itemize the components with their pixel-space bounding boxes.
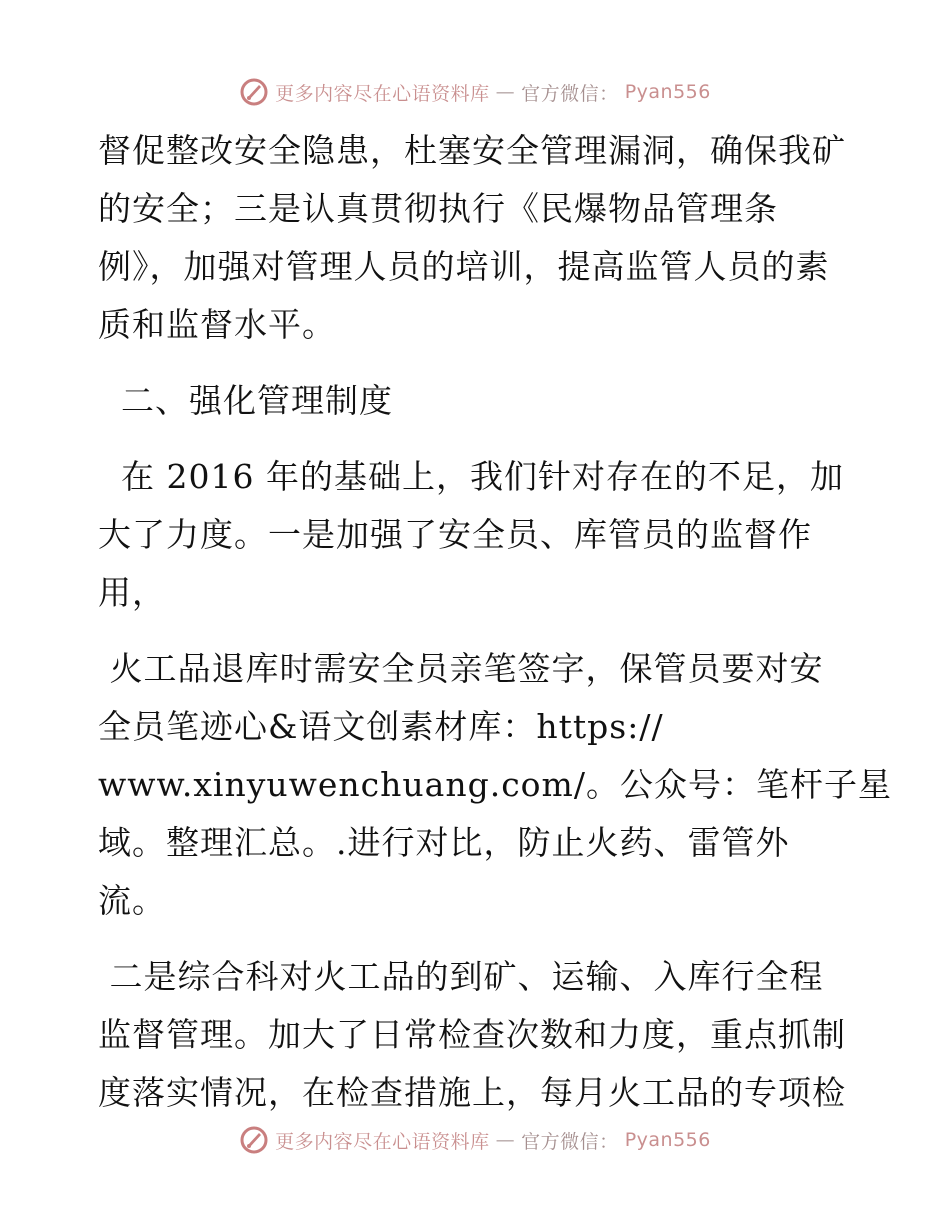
text-line: 域。整理汇总。.进行对比，防止火药、雷管外 — [98, 823, 790, 862]
text-line: 全员笔迹心&语文创素材库：https:// — [98, 707, 664, 746]
text-line: 监督管理。加大了日常检查次数和力度，重点抓制 — [98, 1015, 846, 1054]
watermark-label: 官方微信： — [521, 1130, 619, 1153]
watermark-main-text: 更多内容尽在心语资料库 — [275, 82, 490, 105]
paragraph — [98, 448, 858, 622]
watermark-separator: — — [495, 81, 516, 103]
footer-watermark — [0, 1120, 950, 1160]
watermark-label: 官方微信： — [521, 82, 619, 105]
text-line: 质和监督水平。 — [98, 305, 336, 344]
brush-seal-icon — [239, 77, 269, 107]
text-line: 大了力度。一是加强了安全员、库管员的监督作 — [98, 515, 812, 554]
paragraph — [98, 122, 858, 354]
text-line: www.xinyuwenchuang.com/。公众号：笔杆子星 — [98, 765, 892, 804]
watermark-separator: — — [495, 1129, 516, 1151]
text-line: 二是综合科对火工品的到矿、运输、入库行全程 — [98, 957, 824, 996]
text-line: 在 2016 年的基础上，我们针对存在的不足，加 — [98, 457, 844, 496]
text-line: 火工品退库时需安全员亲笔签字，保管员要对安 — [98, 649, 824, 688]
watermark-id: Pyan556 — [624, 81, 711, 103]
watermark-main-text: 更多内容尽在心语资料库 — [275, 1130, 490, 1153]
text-line: 的安全；三是认真贯彻执行《民爆物品管理条 — [98, 189, 778, 228]
text-line: 度落实情况，在检查措施上，每月火工品的专项检 — [98, 1073, 846, 1112]
document-body — [98, 122, 892, 1122]
text-line: 例》，加强对管理人员的培训，提高监管人员的素 — [98, 247, 830, 286]
heading-line: 二、强化管理制度 — [98, 381, 393, 420]
text-line: 用， — [98, 573, 166, 612]
text-line: 督促整改安全隐患，杜塞安全管理漏洞，确保我矿 — [98, 131, 846, 170]
brush-seal-icon — [239, 1125, 269, 1155]
paragraph — [98, 640, 892, 930]
section-heading — [98, 372, 858, 430]
header-watermark — [0, 72, 950, 112]
watermark-id: Pyan556 — [624, 1129, 711, 1151]
text-line: 流。 — [98, 881, 166, 920]
paragraph — [98, 948, 858, 1122]
